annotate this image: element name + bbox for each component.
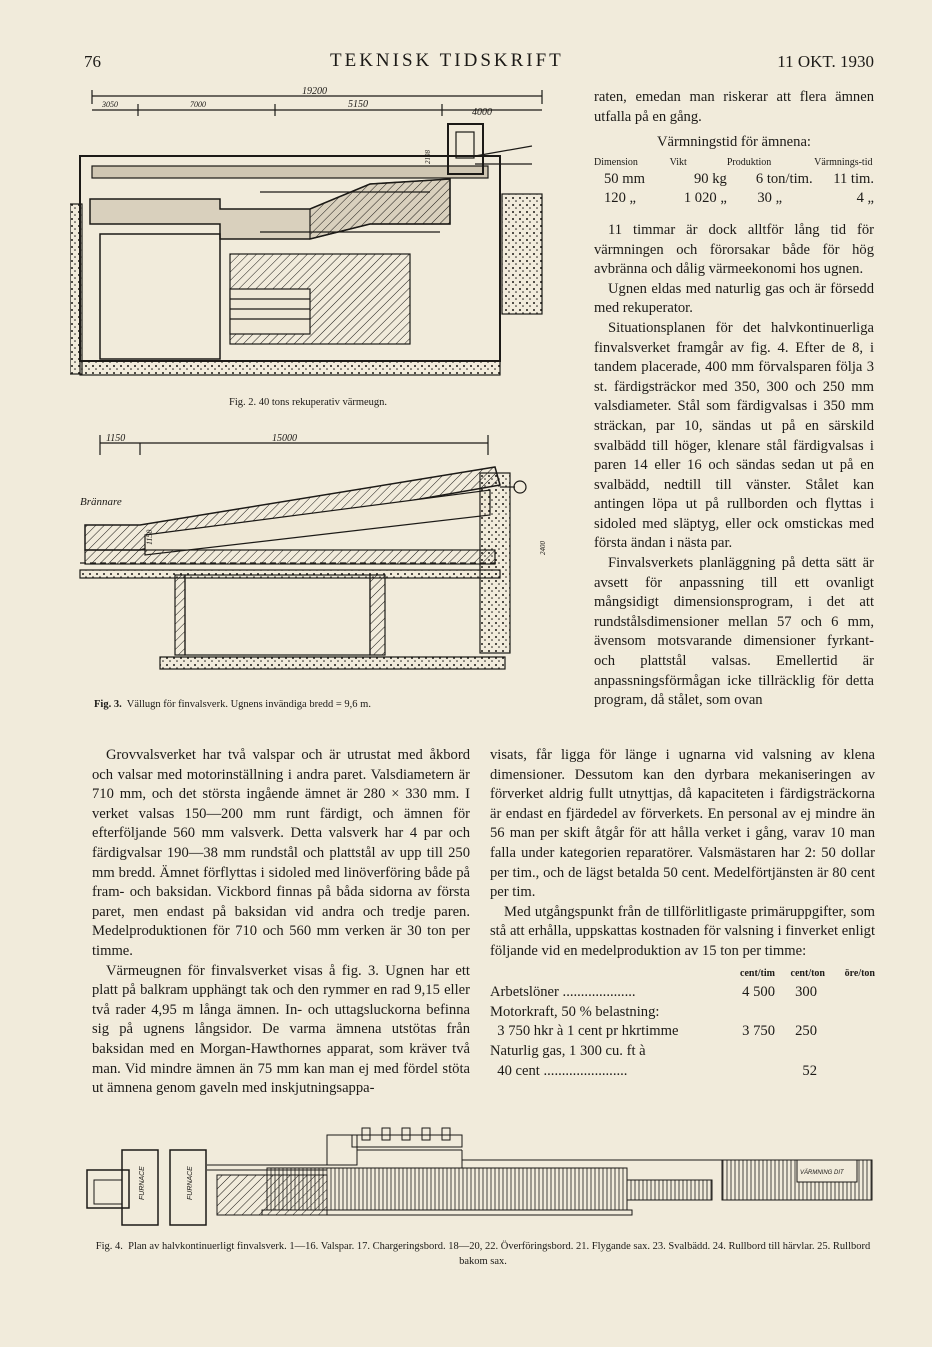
fig2-dim-a: 3050	[102, 100, 118, 109]
fig2-caption: Fig. 2. 40 tons rekuperativ värmeugn.	[229, 397, 388, 408]
fig4-caption-text: Plan av halvkontinuerligt finvalsverk. 1—16. Valspar. 17. Chargeringsbord. 18—20, 22. Överföringsbord. 21. Flygande sax. 23. Svalbädd. 24. Rullbord till härvlar. 25. Rullbord bakom sax.	[128, 1241, 871, 1267]
table-row: 40 cent ....................... 52	[490, 1062, 817, 1079]
fig3-caption-label: Fig. 3.	[94, 699, 122, 710]
paragraph: Med utgångspunkt från de tillförlitligaste primäruppgifter, som stå att erhålla, uppskattas kostnaden för valsning i finverket enligt följande vid en medelproduktion av 15 ton per timme:	[490, 903, 875, 959]
table-row: 3 750 hkr à 1 cent pr hkrtimme 3 750 250	[490, 1023, 817, 1040]
paragraph: visats, får ligga för länge i ugnarna vid valsning av klena dimensioner. Dessutom kan den dyrbara mekaniseringen av förverket aldrig fullt utnyttjas, då kapaciteten i färdigsträckorna är endast en fjärdedel av förverkets. En personal av ej mindre än 56 man per skift åtgår för att hålla verket i gång, varav 10 man falla under kategorien reparatörer. Valsmästaren har 2: 50 dollar per tim., och de lägst betalda 50 cent. Medelförtjänsten är 80 cent per tim.	[490, 747, 875, 901]
fig2-drawing	[70, 84, 550, 394]
fig3-caption	[94, 699, 371, 710]
cost-col-cent-tim: cent/tim	[740, 967, 775, 979]
middle-column	[490, 746, 875, 1081]
fig2-dim-c: 5150	[348, 99, 368, 110]
fig3-caption-text: Vällugn för finvalsverk. Ugnens invändiga bredd = 9,6 m.	[126, 699, 371, 710]
fig3-dim-c: 1150	[145, 529, 154, 545]
fig2-dim-e: 2108	[424, 150, 432, 164]
right-column	[594, 88, 874, 711]
fig4-furnace-label-1: FURNACE	[139, 1166, 146, 1200]
paragraph: Ugnen eldas med naturlig gas och är försedd med rekuperator.	[594, 280, 874, 317]
fig3-dim-d: 2400	[539, 541, 547, 555]
left-column	[92, 746, 470, 1099]
fig2-dim-b: 7000	[190, 100, 206, 109]
table-row: 120 „ 1 020 „ 30 „ 4 „	[604, 190, 874, 207]
table-row: Arbetslöner .................... 4 500 300	[490, 984, 817, 1001]
fig4-heating-label: VÄRMNING DIT	[800, 1170, 844, 1176]
paragraph: Finvalsverkets planläggning på detta sätt är avsett för anpassning till ett ovanligt mångsidigt dimensionsprogram, i det att rundstålsdimensioner mellan 57 och 6 mm, ävensom motsvarande dimensioner fyrkant- och plattstål valsas. Emellertid är anpassningsförmågan icke tillräcklig för detta program, då stålet, som ovan	[594, 555, 874, 709]
fig2-dim-d: 4000	[472, 107, 492, 118]
fig4-caption	[88, 1239, 878, 1269]
page-number: 76	[84, 52, 101, 71]
issue-date: 11 OKT. 1930	[777, 52, 874, 71]
paragraph: Värmeugnen för finvalsverket visas å fig. 3. Ugnen har ett platt på balkram upphängt tak och den rymmer en rad 9,15 eller två rader 4,95 m långa ämnen. In- och uttagsluckorna befinna sig på ugnens långsidor. De varma ämnena utstötas från baksidan med en Morgan-Hawthornes apparat, som kräver två man. Vid mindre ämnen än 75 mm kan man ej med fördel stöta ut ämnena genom gaveln med inskjutningsappa-	[92, 962, 470, 1097]
fig2-dim-total: 19200	[302, 86, 327, 97]
paragraph: Situationsplanen för det halvkontinuerliga finvalsverket framgår av fig. 4. Efter de 8, i tandem placerade, 400 mm förvalsparen följa 3 st. färdigsträckor med 350, 300 och 250 mm valsdiameter. Stål som färdigvalsas i 350 mm sträckan, par 10, sändas ut på en särskild svalbädd till höger, klenare stål färdigvalsas i paren 14 eller 16 och sändas sedan ut på en svalbädd, nedtill till vänster. Stålet kan antingen löpa ut på rullborden och flyttas i sidoled med släptyg, eller ock omstickas med första ändan i nästa par.	[594, 319, 874, 552]
cost-table	[490, 964, 875, 1082]
paragraph: raten, emedan man riskerar att flera ämnen utfalla på en gång.	[594, 89, 874, 125]
fig4-drawing	[82, 1120, 882, 1235]
heating-col-dimension: Dimension	[594, 156, 638, 168]
paragraph: 11 timmar är dock alltför lång tid för värmningen och förorsakar både för hög avbränna och dålig värmeekonomi hos ugnen.	[594, 221, 874, 278]
heating-col-production: Produktion	[726, 156, 772, 168]
table-row: Motorkraft, 50 % belastning:	[490, 1003, 660, 1020]
fig3-burner-label: Brännare	[80, 496, 122, 508]
paragraph: Grovvalsverket har två valspar och är utrustat med åkbord och valsar med motorinställning i andra paret. Valsdiametern är 710 mm, och det största ingående ämnet är 280 × 330 mm. I verket valsas 150—200 mm runt färdigt, och ämnen för efterföljande 560 mm valsverk. Detta valsverk har 4 par och färdigvalsar 190—38 mm rundstål och plattstål av upp till 250 mm bredd. Ämnet förflyttas i sidoled med linöverföring både på fram- och baksidan. Vickbord finnas på båda sidorna av första paret, men endast på baksidan vid andra och tredje paren. Medelproduktionen för 710 och 560 mm verken är 30 ton per timme.	[92, 747, 470, 959]
heating-col-weight: Vikt	[669, 156, 687, 168]
fig3-dim-a: 1150	[106, 433, 126, 444]
journal-title: TEKNISK TIDSKRIFT	[330, 50, 564, 71]
cost-col-cent-ton: cent/ton	[790, 967, 825, 979]
fig4-furnace-label-2: FURNACE	[187, 1166, 194, 1200]
table-row: 50 mm 90 kg 6 ton/tim. 11 tim.	[604, 170, 874, 187]
heating-col-time: Värmnings-tid	[814, 156, 873, 168]
heating-table	[594, 157, 874, 209]
heating-table-title: Värmningstid för ämnena:	[656, 134, 811, 151]
table-row: Naturlig gas, 1 300 cu. ft à	[490, 1042, 646, 1059]
fig3-dim-b: 15000	[272, 433, 297, 444]
fig3-drawing	[60, 425, 550, 695]
fig4-caption-label: Fig. 4.	[95, 1241, 123, 1252]
cost-col-ore-ton: öre/ton	[844, 967, 875, 979]
